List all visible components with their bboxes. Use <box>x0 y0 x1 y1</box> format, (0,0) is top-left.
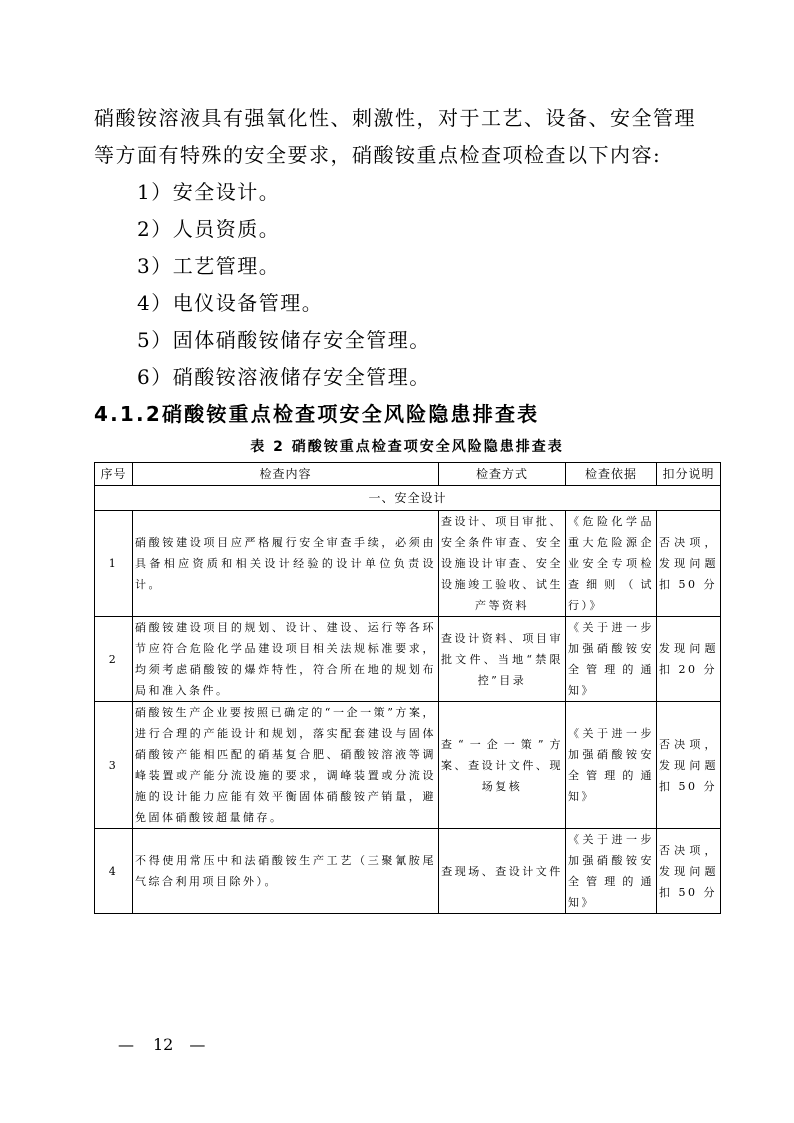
page-number: 12 <box>153 1035 174 1054</box>
group-title-row <box>95 486 721 511</box>
header-deduction: 扣分说明 <box>657 463 721 486</box>
cell-basis: 《关于进一步加强硝酸铵安全管理的通知》 <box>566 617 657 702</box>
check-item-list <box>94 174 706 396</box>
table-row <box>95 702 721 829</box>
table-row <box>95 511 721 617</box>
hazard-checklist-table <box>94 462 721 914</box>
cell-method: 查设计资料、项目审批文件、当地“禁限控”目录 <box>439 617 566 702</box>
footer-left-dash: — <box>118 1035 134 1054</box>
cell-deduction: 否决项，发现问题扣 50 分 <box>657 511 721 617</box>
footer-right-dash: — <box>189 1035 206 1054</box>
section-heading: 4.1.2硝酸铵重点检查项安全风险隐患排查表 <box>94 402 540 426</box>
cell-method: 查“一企一策”方案、查设计文件、现场复核 <box>439 702 566 829</box>
table-row <box>95 617 721 702</box>
table-header <box>95 463 721 486</box>
cell-basis: 《关于进一步加强硝酸铵安全管理的通知》 <box>566 829 657 914</box>
cell-content: 硝酸铵建设项目应严格履行安全审查手续，必须由具备相应资质和相关设计经验的设计单位负责设计。 <box>133 511 439 617</box>
check-item: 1）安全设计。 <box>137 180 281 204</box>
page-footer <box>118 1033 205 1057</box>
header-no: 序号 <box>95 463 133 486</box>
group-title: 一、安全设计 <box>95 486 721 511</box>
cell-basis: 《危险化学品重大危险源企业安全专项检查细则（试行）》 <box>566 511 657 617</box>
check-item: 6）硝酸铵溶液储存安全管理。 <box>137 365 431 389</box>
cell-no: 2 <box>95 617 133 702</box>
body-text <box>94 100 706 433</box>
cell-basis: 《关于进一步加强硝酸铵安全管理的通知》 <box>566 702 657 829</box>
table-caption: 表 2 硝酸铵重点检查项安全风险隐患排查表 <box>250 439 564 455</box>
cell-deduction: 否决项，发现问题扣 50 分 <box>657 829 721 914</box>
cell-no: 1 <box>95 511 133 617</box>
cell-no: 3 <box>95 702 133 829</box>
check-item: 3）工艺管理。 <box>137 254 281 278</box>
cell-method: 查设计、项目审批、安全条件审查、安全设施设计审查、安全设施竣工验收、试生产等资料 <box>439 511 566 617</box>
check-item: 5）固体硝酸铵储存安全管理。 <box>137 328 431 352</box>
intro-paragraph: 硝酸铵溶液具有强氧化性、刺激性，对于工艺、设备、安全管理等方面有特殊的安全要求，硝酸铵重点检查项检查以下内容: <box>94 106 696 167</box>
cell-content: 硝酸铵生产企业要按照已确定的“一企一策”方案，进行合理的产能设计和规划，落实配套建设与固体硝酸铵产能相匹配的硝基复合肥、硝酸铵溶液等调峰装置或产能分流设施的要求，调峰装置或分流设施的设计能力应能有效平衡固体硝酸铵产销量，避免固体硝酸铵超量储存。 <box>133 702 439 829</box>
cell-content: 硝酸铵建设项目的规划、设计、建设、运行等各环节应符合危险化学品建设项目相关法规标准要求，均须考虑硝酸铵的爆炸特性，符合所在地的规划布局和准入条件。 <box>133 617 439 702</box>
cell-content: 不得使用常压中和法硝酸铵生产工艺（三聚氰胺尾气综合利用项目除外）。 <box>133 829 439 914</box>
cell-method: 查现场、查设计文件 <box>439 829 566 914</box>
check-item: 4）电仪设备管理。 <box>137 291 324 315</box>
table-row <box>95 829 721 914</box>
check-item: 2）人员资质。 <box>137 217 281 241</box>
header-row <box>95 463 721 486</box>
cell-deduction: 否决项，发现问题扣 50 分 <box>657 702 721 829</box>
header-content: 检查内容 <box>133 463 439 486</box>
header-basis: 检查依据 <box>566 463 657 486</box>
table-body <box>95 486 721 914</box>
cell-deduction: 发现问题扣 20 分 <box>657 617 721 702</box>
cell-no: 4 <box>95 829 133 914</box>
header-method: 检查方式 <box>439 463 566 486</box>
